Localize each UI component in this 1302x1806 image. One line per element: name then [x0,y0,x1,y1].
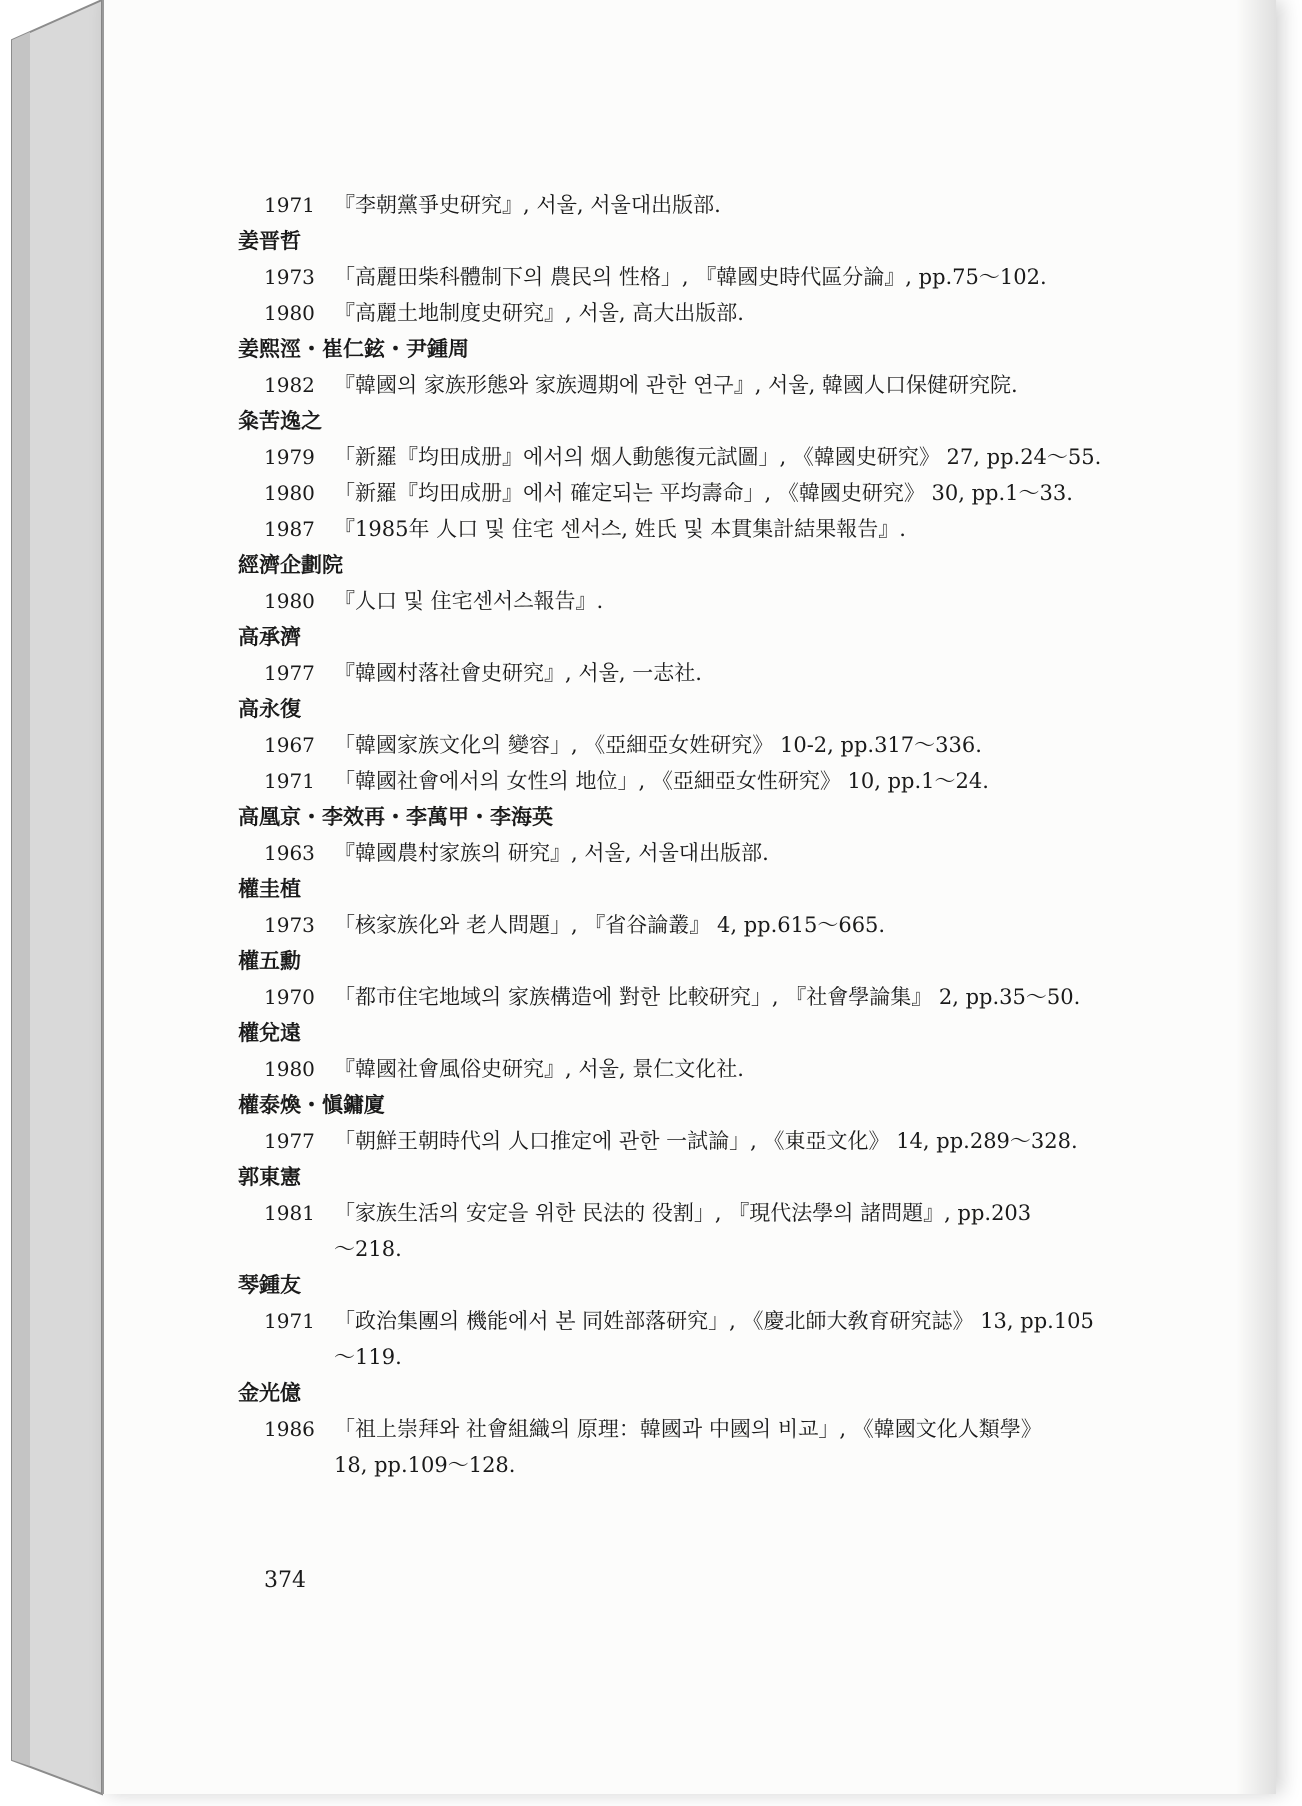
bibliography-entry [238,1051,1148,1087]
bibliography-entry [238,511,1148,547]
bibliography-entry [238,727,1148,763]
entry-citation: 『人口 및 住宅센서스報告』. [334,589,604,613]
entry-year: 1981 [264,1201,315,1225]
entry-year: 1971 [264,193,315,217]
author-heading: 高承濟 [238,624,301,649]
entry-citation: 「新羅『均田成册』에서 確定되는 平均壽命」, 《韓國史研究》 30, pp.1～33. [334,481,1073,505]
entry-year: 1970 [264,985,315,1009]
author-heading: 權圭植 [238,876,301,901]
entry-year: 1982 [264,373,315,397]
entry-year: 1977 [264,1129,315,1153]
entry-citation: 「家族生活의 安定을 위한 民法的 役割」, 『現代法學의 諸問題』, pp.203 ～218. [334,1201,1032,1261]
entry-year: 1973 [264,913,315,937]
entry-citation: 「新羅『均田成册』에서의 烟人動態復元試圖」, 《韓國史研究》 27, pp.24～55. [334,445,1102,469]
entry-year: 1971 [264,1309,315,1333]
author-heading: 粂苦逸之 [238,408,322,433]
bibliography-entry [238,979,1148,1015]
bibliography-entry [238,187,1148,223]
entry-citation: 『韓國社會風俗史研究』, 서울, 景仁文化社. [334,1057,744,1081]
entry-citation: 『韓國村落社會史研究』, 서울, 一志社. [334,661,702,685]
author-heading: 姜熙涇・崔仁鉉・尹鍾周 [238,336,469,361]
entry-year: 1980 [264,481,315,505]
bibliography-entry [238,907,1148,943]
bibliography-entry [238,583,1148,619]
bibliography-entry [238,763,1148,799]
bibliography-entry [238,835,1148,871]
author-heading: 權五勳 [238,948,301,973]
bibliography-entry [238,1195,1148,1267]
entry-citation: 「朝鮮王朝時代의 人口推定에 관한 一試論」, 《東亞文化》 14, pp.289～328. [334,1129,1078,1153]
entry-citation: 『1985年 人口 및 住宅 센서스, 姓氏 및 本貫集計結果報告』. [334,517,906,541]
bibliography-entry [238,295,1148,331]
entry-citation: 「韓國社會에서의 女性의 地位」, 《亞細亞女性研究》 10, pp.1～24. [334,769,989,793]
bibliography-entry [238,259,1148,295]
bibliography-entry [238,1123,1148,1159]
bibliography-entry [238,1303,1148,1375]
entry-citation: 「核家族化와 老人問題」, 『省谷論叢』 4, pp.615～665. [334,913,886,937]
author-heading: 權泰煥・愼鏞廈 [238,1092,385,1117]
entry-year: 1963 [264,841,315,865]
author-heading: 經濟企劃院 [238,552,343,577]
entry-year: 1973 [264,265,315,289]
entry-citation: 「高麗田柴科體制下의 農民의 性格」, 『韓國史時代區分論』, pp.75～102. [334,265,1047,289]
bibliography-entry [238,367,1148,403]
entry-citation: 『韓國의 家族形態와 家族週期에 관한 연구』, 서울, 韓國人口保健研究院. [334,373,1018,397]
page-edge-shadow [1236,0,1276,1794]
entry-citation: 「都市住宅地域의 家族構造에 對한 比較研究」, 『社會學論集』 2, pp.35～50. [334,985,1081,1009]
bibliography-entry [238,655,1148,691]
entry-year: 1980 [264,589,315,613]
author-heading: 姜晋哲 [238,228,301,253]
entry-year: 1977 [264,661,315,685]
entry-citation: 『韓國農村家族의 研究』, 서울, 서울대出版部. [334,841,769,865]
bibliography-entry [238,439,1148,475]
author-heading: 金光億 [238,1380,301,1405]
entry-year: 1979 [264,445,315,469]
entry-year: 1971 [264,769,315,793]
bibliography-entry [238,1411,1148,1483]
entry-year: 1980 [264,1057,315,1081]
entry-citation: 『李朝黨爭史研究』, 서울, 서울대出版部. [334,193,721,217]
author-heading: 權兌遠 [238,1020,301,1045]
author-heading: 高永復 [238,696,301,721]
entry-year: 1980 [264,301,315,325]
entry-year: 1987 [264,517,315,541]
bibliography-list [238,187,1148,1483]
page-number: 374 [264,1568,306,1593]
bibliography-entry [238,475,1148,511]
author-heading: 郭東憲 [238,1164,301,1189]
author-heading: 琴鍾友 [238,1272,301,1297]
entry-citation: 『高麗土地制度史研究』, 서울, 高大出版部. [334,301,744,325]
author-heading: 高凰京・李效再・李萬甲・李海英 [238,804,553,829]
entry-citation: 「祖上崇拜와 社會組織의 原理：韓國과 中國의 비교」, 《韓國文化人類學》 18, pp.109～128. [334,1417,1042,1477]
entry-citation: 「韓國家族文化의 變容」, 《亞細亞女姓研究》 10-2, pp.317～336. [334,733,982,757]
entry-year: 1986 [264,1417,315,1441]
entry-year: 1967 [264,733,315,757]
entry-citation: 「政治集團의 機能에서 본 同姓部落研究」, 《慶北師大敎育研究誌》 13, pp.105 ～119. [334,1309,1094,1369]
